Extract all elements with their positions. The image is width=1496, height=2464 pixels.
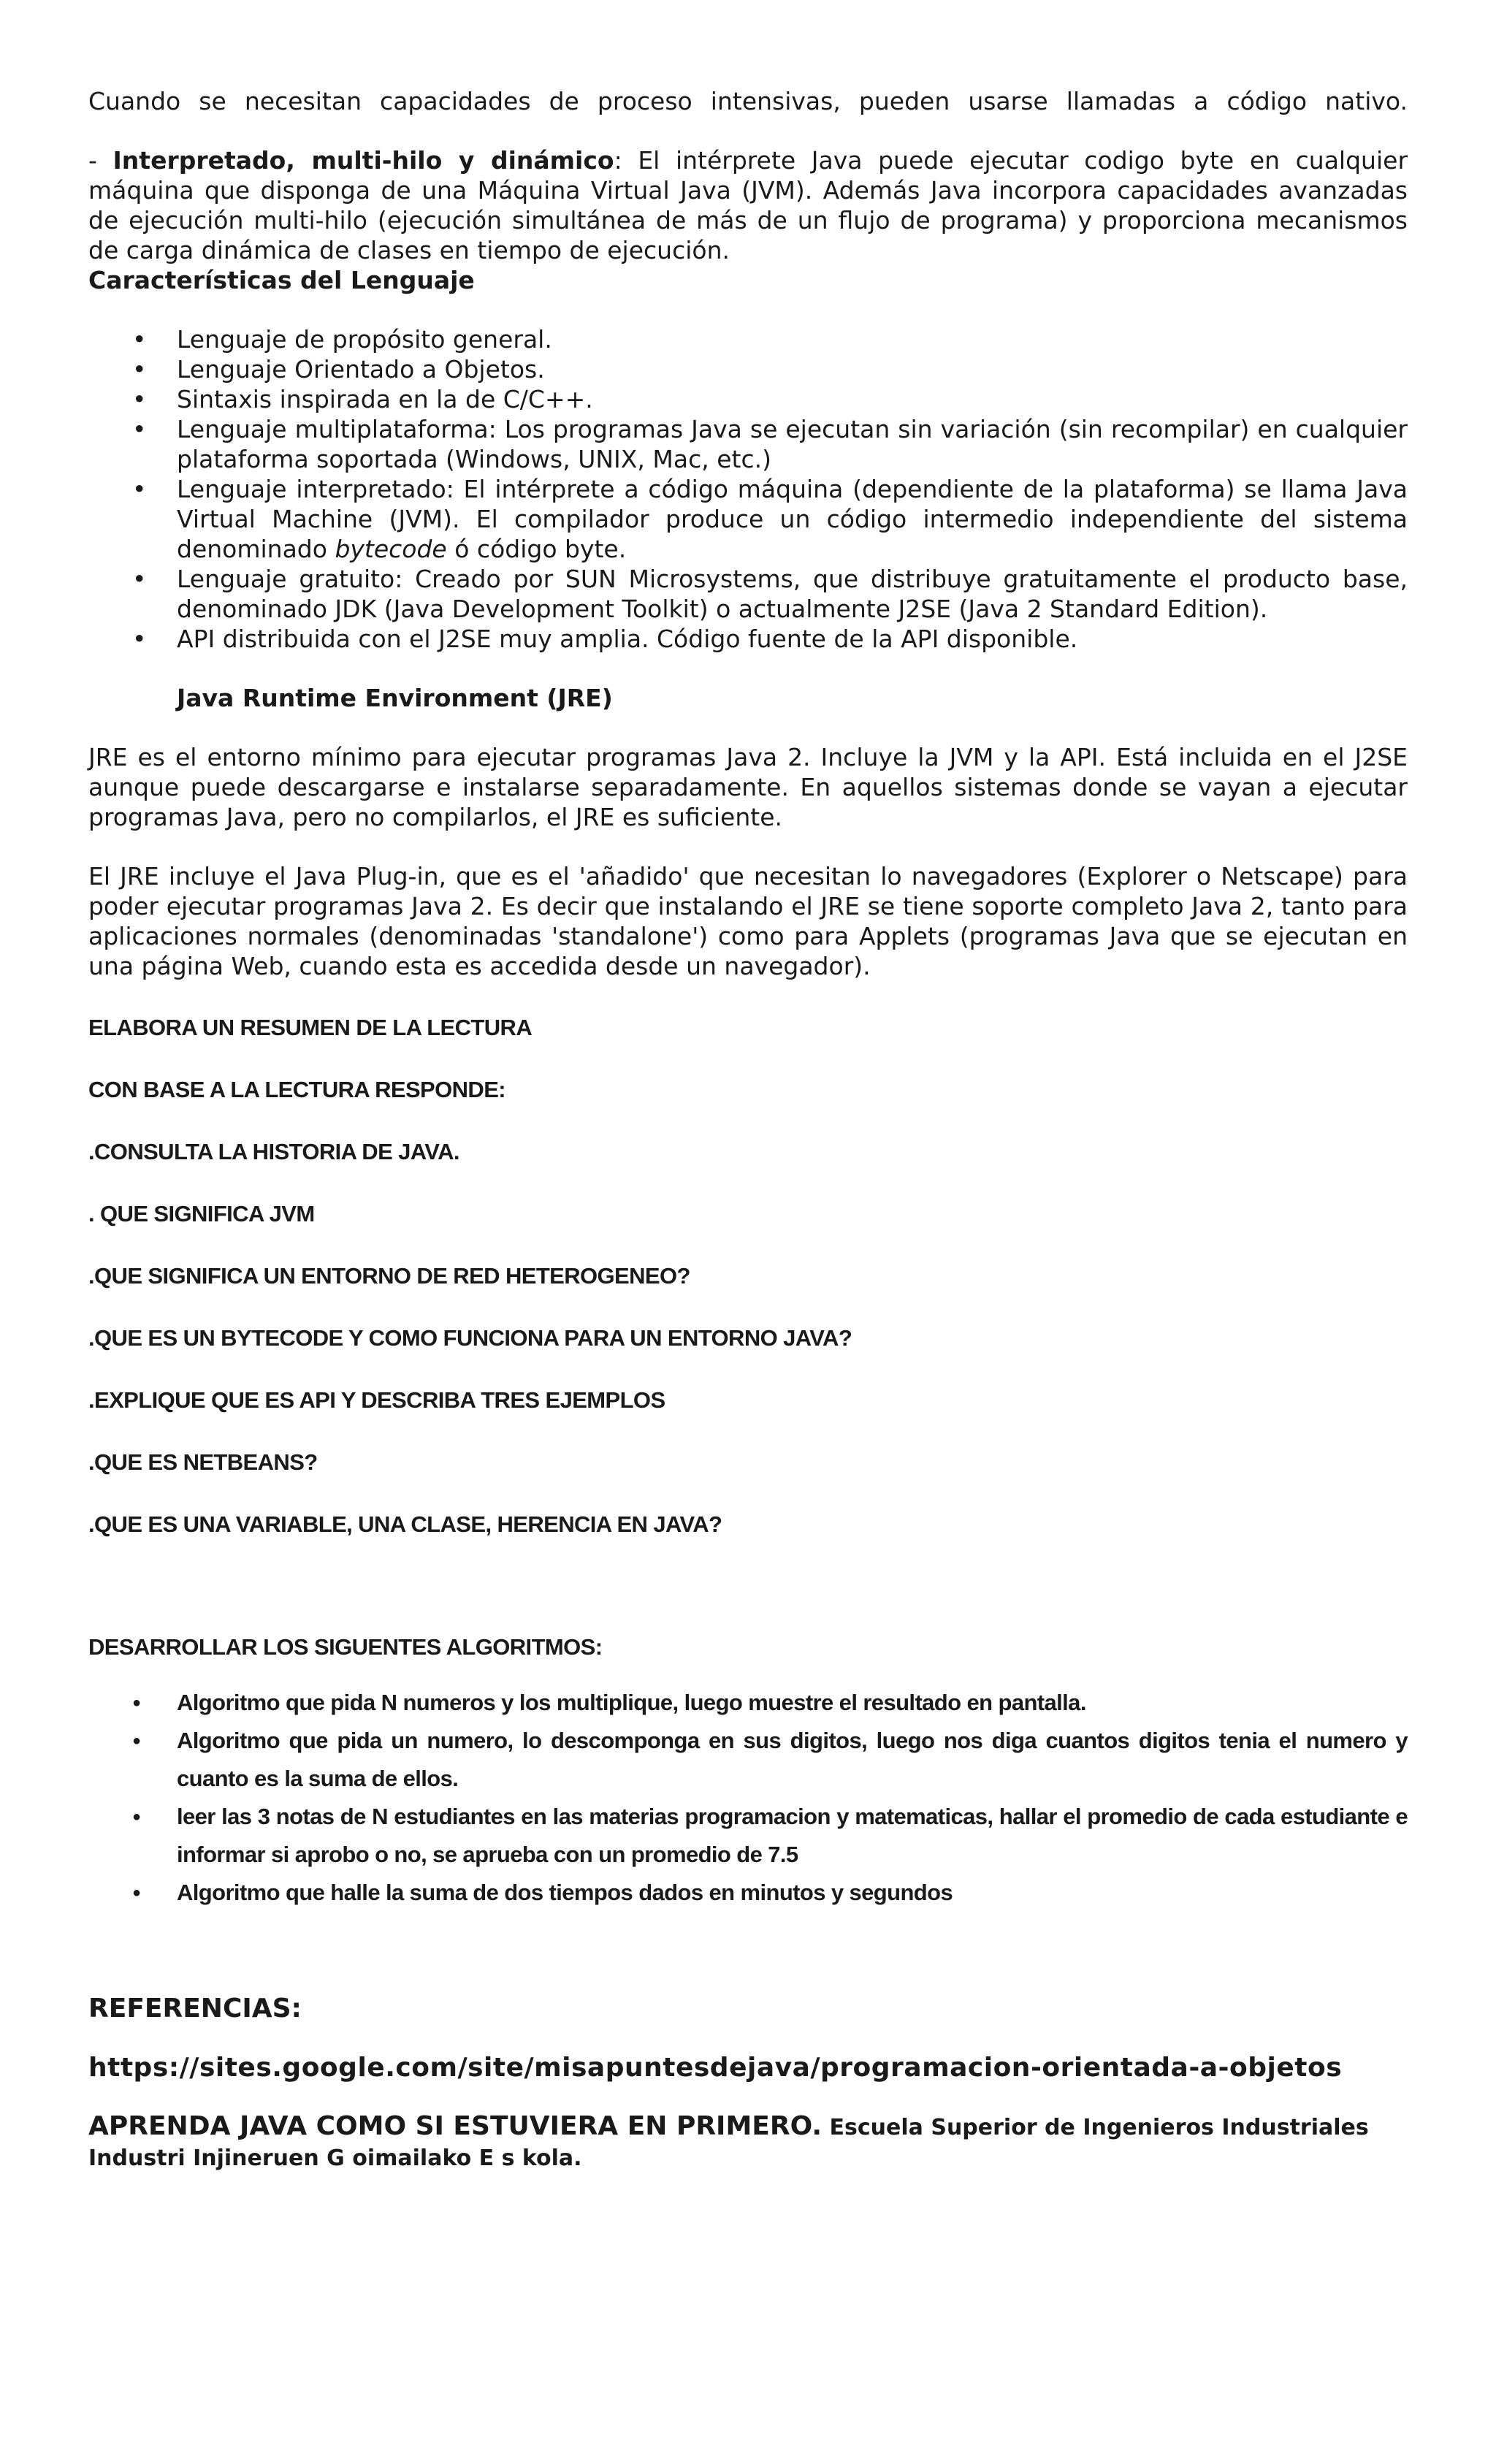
interpreted-text: : El intérprete Java puede ejecutar codigo byte en cualquier máquina que disponga de una Máquina Virtual Java (JVM). Además Java incorpora capacidades avanzadas de ejecución multi-hilo (ejecución simultánea de más de un flujo de programa) y proporciona mecanismos de carga dinámica de clases en tiempo de ejecución. [88, 146, 1408, 264]
algorithms-list [88, 1684, 1408, 1912]
question-item: .EXPLIQUE QUE ES API Y DESCRIBA TRES EJEMPLOS [88, 1387, 665, 1413]
algorithm-item: ● Algoritmo que pida N numeros y los multiplique, luego muestre el resultado en pantalla. [177, 1684, 1408, 1722]
question-item: .QUE ES UNA VARIABLE, UNA CLASE, HERENCIA EN JAVA? [88, 1511, 722, 1537]
reference-book-title: APRENDA JAVA COMO SI ESTUVIERA EN PRIMERO. [88, 2111, 823, 2141]
feature-item: • API distribuida con el J2SE muy amplia. Código fuente de la API disponible. [177, 624, 1408, 654]
feature-interp-text: Lenguaje interpretado: El intérprete a código máquina (dependiente de la plataforma) se llama Java Virtual Machine (JVM). El compilador produce un código intermedio independiente del sistema denominado [177, 475, 1408, 563]
algorithm-item: ● leer las 3 notas de N estudiantes en las materias programacion y matematicas, hallar el promedio de cada estudiante e informar si aprobo o no, se aprueba con un promedio de 7.5 [177, 1798, 1408, 1874]
intro-paragraph: Cuando se necesitan capacidades de proceso intensivas, pueden usarse llamadas a código nativo. [88, 87, 1408, 115]
summary-task: ELABORA UN RESUMEN DE LA LECTURA [88, 1015, 533, 1040]
feature-interp-tail: ó código byte. [446, 535, 627, 563]
question-item: . QUE SIGNIFICA JVM [88, 1201, 315, 1227]
question-item: .QUE SIGNIFICA UN ENTORNO DE RED HETEROGENEO? [88, 1263, 690, 1289]
feature-item: • Lenguaje gratuito: Creado por SUN Microsystems, que distribuye gratuitamente el producto base, denominado JDK (Java Development Toolkit) o actualmente J2SE (Java 2 Standard Edition). [177, 564, 1408, 624]
algorithms-heading: DESARROLLAR LOS SIGUENTES ALGORITMOS: [88, 1634, 603, 1660]
references-section [88, 1994, 1408, 2173]
references-heading: REFERENCIAS: [88, 1994, 302, 2024]
interpreted-term: Interpretado, multi-hilo y dinámico [112, 146, 614, 175]
bytecode-term: bytecode [335, 535, 447, 563]
document-page [88, 86, 1408, 2200]
feature-item: • Sintaxis inspirada en la de C/C++. [177, 384, 1408, 414]
question-item: .QUE ES UN BYTECODE Y COMO FUNCIONA PARA UN ENTORNO JAVA? [88, 1325, 852, 1351]
features-heading: Características del Lenguaje [88, 266, 475, 294]
interpreted-paragraph [88, 145, 1408, 265]
respond-task: CON BASE A LA LECTURA RESPONDE: [88, 1077, 505, 1102]
tasks-section [88, 1013, 1408, 1662]
reference-book-publisher: Escuela Superior de Ingenieros Industriales Industri Injineruen G oimailako E s kola. [88, 2115, 1369, 2171]
feature-item [177, 474, 1408, 564]
features-list [88, 324, 1408, 654]
feature-item: • Lenguaje multiplataforma: Los programas Java se ejecutan sin variación (sin recompilar) en cualquier plataforma soportada (Windows, UNIX, Mac, etc.) [177, 414, 1408, 474]
reference-url: https://sites.google.com/site/misapuntesdejava/programacion-orientada-a-objetos [88, 2053, 1343, 2083]
question-item: .CONSULTA LA HISTORIA DE JAVA. [88, 1139, 459, 1164]
question-item: .QUE ES NETBEANS? [88, 1449, 318, 1475]
interpreted-prefix: - [88, 146, 113, 175]
reference-book [88, 2112, 1408, 2173]
feature-item: • Lenguaje de propósito general. [177, 324, 1408, 354]
algorithm-item: ● Algoritmo que halle la suma de dos tiempos dados en minutos y segundos [177, 1874, 1408, 1912]
jre-heading: Java Runtime Environment (JRE) [177, 684, 613, 712]
algorithm-item: ● Algoritmo que pida un numero, lo descomponga en sus digitos, luego nos diga cuantos digitos tenia el numero y cuanto es la suma de ellos. [177, 1722, 1408, 1798]
feature-item: • Lenguaje Orientado a Objetos. [177, 354, 1408, 384]
jre-paragraph-2: El JRE incluye el Java Plug-in, que es el 'añadido' que necesitan lo navegadores (Explorer o Netscape) para poder ejecutar programas Java 2. Es decir que instalando el JRE se tiene soporte completo Java 2, tanto para aplicaciones normales (denominadas 'standalone') como para Applets (programas Java que se ejecutan en una página Web, cuando esta es accedida desde un navegador). [88, 862, 1408, 980]
jre-paragraph-1: JRE es el entorno mínimo para ejecutar programas Java 2. Incluye la JVM y la API. Está incluida en el J2SE aunque puede descargarse e instalarse separadamente. En aquellos sistemas donde se vayan a ejecutar programas Java, pero no compilarlos, el JRE es suficiente. [88, 743, 1408, 831]
